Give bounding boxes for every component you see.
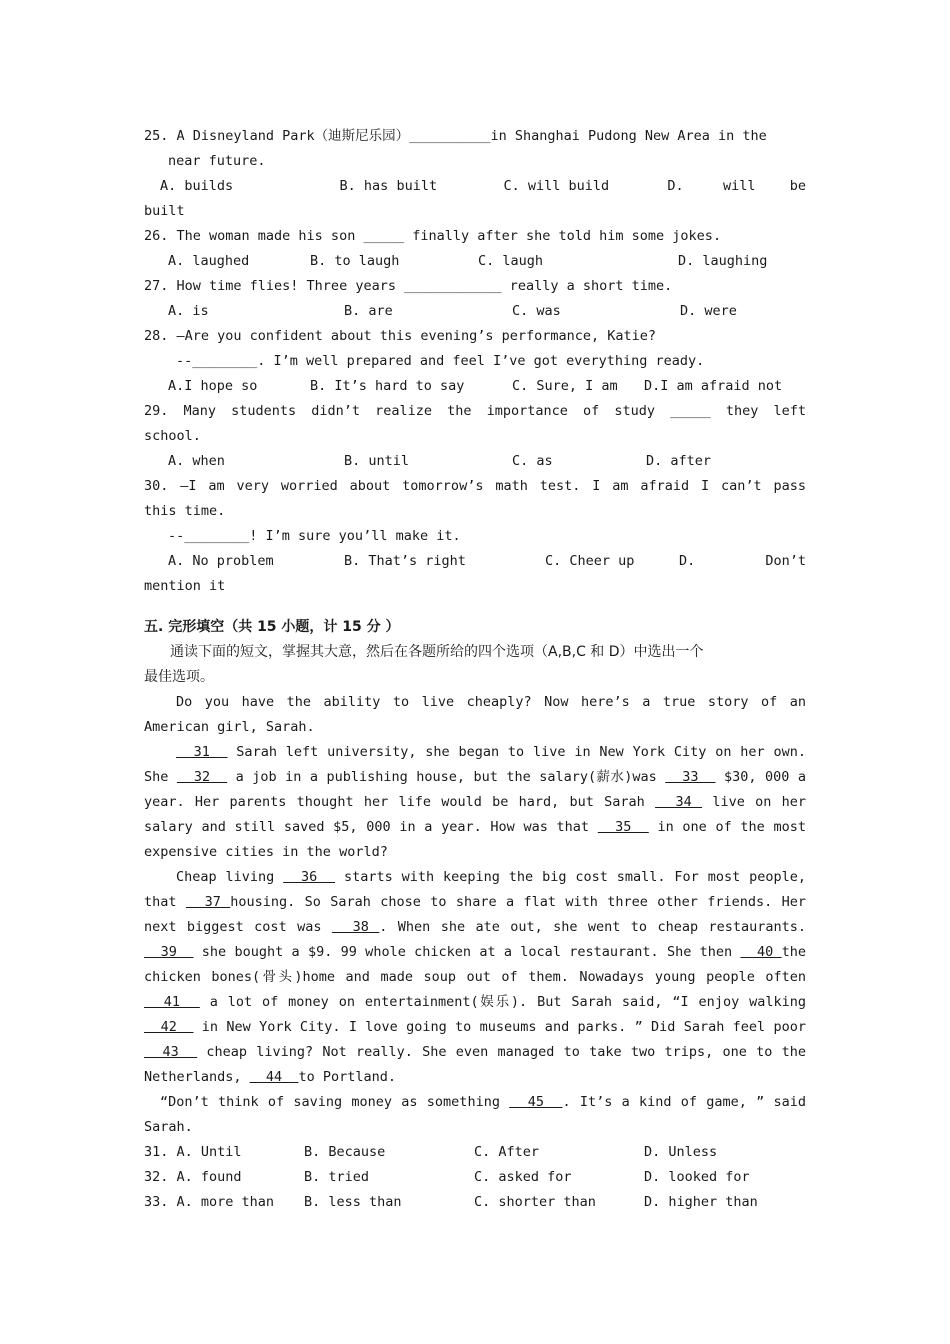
passage-text: “Don’t think of saving money as something xyxy=(160,1094,510,1110)
blank: 37 xyxy=(185,894,231,910)
option-row xyxy=(144,174,806,199)
option-d: D. were xyxy=(680,303,737,319)
question-29 xyxy=(144,399,806,474)
option-text: A. Until xyxy=(176,1144,242,1160)
passage-text: in one of the most expensive cities in the world? xyxy=(144,819,806,860)
option-a: A. is xyxy=(168,303,209,319)
passage-text: $30, 000 a year. Her parents thought her life would be hard, but Sarah xyxy=(144,769,806,810)
option-row xyxy=(144,549,806,574)
passage-text: in New York City. I love going to museums and parks. ” Did Sarah feel poor xyxy=(193,1019,806,1035)
option-row xyxy=(144,299,806,324)
answer-option: D. higher than xyxy=(644,1194,758,1210)
option-row xyxy=(144,449,806,474)
option-d-word: will xyxy=(723,178,756,194)
option-text: A. more than xyxy=(176,1194,275,1210)
answer-option xyxy=(144,1140,304,1165)
reply-line: --________. I’m well prepared and feel I’ve got everything ready. xyxy=(176,353,705,369)
passage-paragraph-4 xyxy=(144,1090,806,1140)
option-b: B. That’s right xyxy=(344,553,466,569)
blank: 42 xyxy=(144,1019,194,1035)
question-28 xyxy=(144,324,806,399)
question-stem: 29. Many students didn’t realize the importance of study _____ they left xyxy=(144,403,806,419)
blank: 38 xyxy=(331,919,380,935)
blank: 32 xyxy=(176,769,228,785)
blank: 34 xyxy=(655,794,703,810)
blank: 41 xyxy=(144,994,200,1010)
answer-options xyxy=(144,1140,806,1215)
option-b: B. until xyxy=(344,453,410,469)
passage-paragraph-3 xyxy=(144,865,806,1090)
passage-text: . When she ate out, she went to cheap restaurants. xyxy=(379,919,807,935)
passage-text: . It’s a kind of game, ” said Sarah. xyxy=(144,1094,806,1135)
question-stem: 30. —I am very worried about tomorrow’s math test. I am afraid I can’t pass xyxy=(144,478,806,494)
passage-paragraph-2 xyxy=(144,740,806,865)
blank: 44 xyxy=(249,1069,299,1085)
answer-option: D. looked for xyxy=(644,1169,750,1185)
passage-text: a job in a publishing house, but the salary(薪水)was xyxy=(227,769,666,785)
reply-line: --________! I’m sure you’ll make it. xyxy=(168,528,461,544)
answer-option: C. After xyxy=(474,1144,540,1160)
answer-row xyxy=(144,1140,806,1165)
passage-text: the chicken bones(骨头)home and made soup out of them. Nowadays young people often xyxy=(144,944,807,985)
option-c: C. as xyxy=(512,453,553,469)
option-a: A. when xyxy=(168,453,225,469)
answer-option: C. asked for xyxy=(474,1169,572,1185)
option-b: B. It’s hard to say xyxy=(310,378,465,394)
option-b: B. has built xyxy=(339,178,438,194)
option-c: C. Sure, I am xyxy=(512,378,618,394)
option-c: C. will build xyxy=(503,178,610,194)
question-number: 33. xyxy=(144,1194,177,1210)
option-d: D. xyxy=(667,178,684,194)
cloze-passage xyxy=(144,690,806,1140)
section-title: 五. 完形填空（共 15 小题，计 15 分 ） xyxy=(144,619,400,635)
exam-page xyxy=(144,124,806,1215)
option-d-word: Don’t xyxy=(765,553,806,569)
option-b: B. are xyxy=(344,303,393,319)
blank: 35 xyxy=(597,819,649,835)
option-d: D. laughing xyxy=(678,253,768,269)
question-number: 32. xyxy=(144,1169,177,1185)
option-row xyxy=(144,249,806,274)
passage-text: live on her salary and still saved $5, 000 in a year. How was that xyxy=(144,794,806,835)
option-a: A. No problem xyxy=(168,553,274,569)
option-d: D. after xyxy=(646,453,712,469)
question-26 xyxy=(144,224,806,274)
option-row xyxy=(144,374,806,399)
option-c: C. was xyxy=(512,303,561,319)
answer-option xyxy=(144,1190,304,1215)
option-a: A.I hope so xyxy=(168,378,258,394)
answer-option: B. tried xyxy=(304,1169,370,1185)
option-a: A. laughed xyxy=(168,253,250,269)
option-d-word: be xyxy=(789,178,806,194)
passage-text: to Portland. xyxy=(298,1069,396,1085)
option-a: A. builds xyxy=(160,178,234,194)
question-stem-continued: this time. xyxy=(144,503,226,519)
blank: 40 xyxy=(740,944,782,960)
passage-text: Sarah left university, she began to live in New York City on her own. She xyxy=(144,744,806,785)
answer-option: B. less than xyxy=(304,1194,402,1210)
question-stem: 28. —Are you confident about this evening’s performance, Katie? xyxy=(144,328,657,344)
answer-option: B. Because xyxy=(304,1144,386,1160)
question-stem-continued: school. xyxy=(144,428,201,444)
blank: 39 xyxy=(144,944,194,960)
answer-row xyxy=(144,1165,806,1190)
option-d-continued: mention it xyxy=(144,578,226,594)
question-30 xyxy=(144,474,806,599)
blank: 36 xyxy=(283,869,336,885)
passage-paragraph-1: Do you have the ability to live cheaply? Now here’s a true story of an American girl, Sarah. xyxy=(144,694,806,735)
option-d-continued: built xyxy=(144,203,185,219)
question-stem-continued: near future. xyxy=(168,153,266,169)
section-instructions: 通读下面的短文，掌握其大意，然后在各题所给的四个选项（A,B,C 和 D）中选出一个 xyxy=(170,644,704,660)
option-c: C. Cheer up xyxy=(545,553,635,569)
blank: 33 xyxy=(665,769,716,785)
passage-text: a lot of money on entertainment(娱乐). But Sarah said, “I enjoy walking xyxy=(199,994,806,1010)
option-text: A. found xyxy=(176,1169,242,1185)
option-d: D.I am afraid not xyxy=(644,378,783,394)
question-number: 31. xyxy=(144,1144,177,1160)
question-stem: 26. The woman made his son _____ finally after she told him some jokes. xyxy=(144,228,722,244)
answer-option xyxy=(144,1165,304,1190)
option-c: C. laugh xyxy=(478,253,544,269)
answer-option: D. Unless xyxy=(644,1144,718,1160)
answer-option: C. shorter than xyxy=(474,1194,596,1210)
question-stem: 27. How time flies! Three years ____________ really a short time. xyxy=(144,278,673,294)
blank: 45 xyxy=(509,1094,563,1110)
option-d: D. xyxy=(679,553,696,569)
section-instructions-continued: 最佳选项。 xyxy=(144,669,214,685)
question-25 xyxy=(144,124,806,224)
passage-text: starts with keeping the big cost small. For most people, that xyxy=(144,869,806,910)
option-b: B. to laugh xyxy=(310,253,400,269)
passage-text: housing. So Sarah chose to share a flat with three other friends. Her next biggest cost was xyxy=(144,894,807,935)
passage-text: she bought a $9. 99 whole chicken at a local restaurant. She then xyxy=(193,944,741,960)
answer-row xyxy=(144,1190,806,1215)
question-27 xyxy=(144,274,806,324)
blank: 31 xyxy=(176,744,228,760)
question-stem: 25. A Disneyland Park（迪斯尼乐园）__________in Shanghai Pudong New Area in the xyxy=(144,128,767,144)
passage-text: cheap living? Not really. She even managed to take two trips, one to the Netherlands, xyxy=(144,1044,806,1085)
passage-text: Cheap living xyxy=(176,869,284,885)
blank: 43 xyxy=(144,1044,198,1060)
